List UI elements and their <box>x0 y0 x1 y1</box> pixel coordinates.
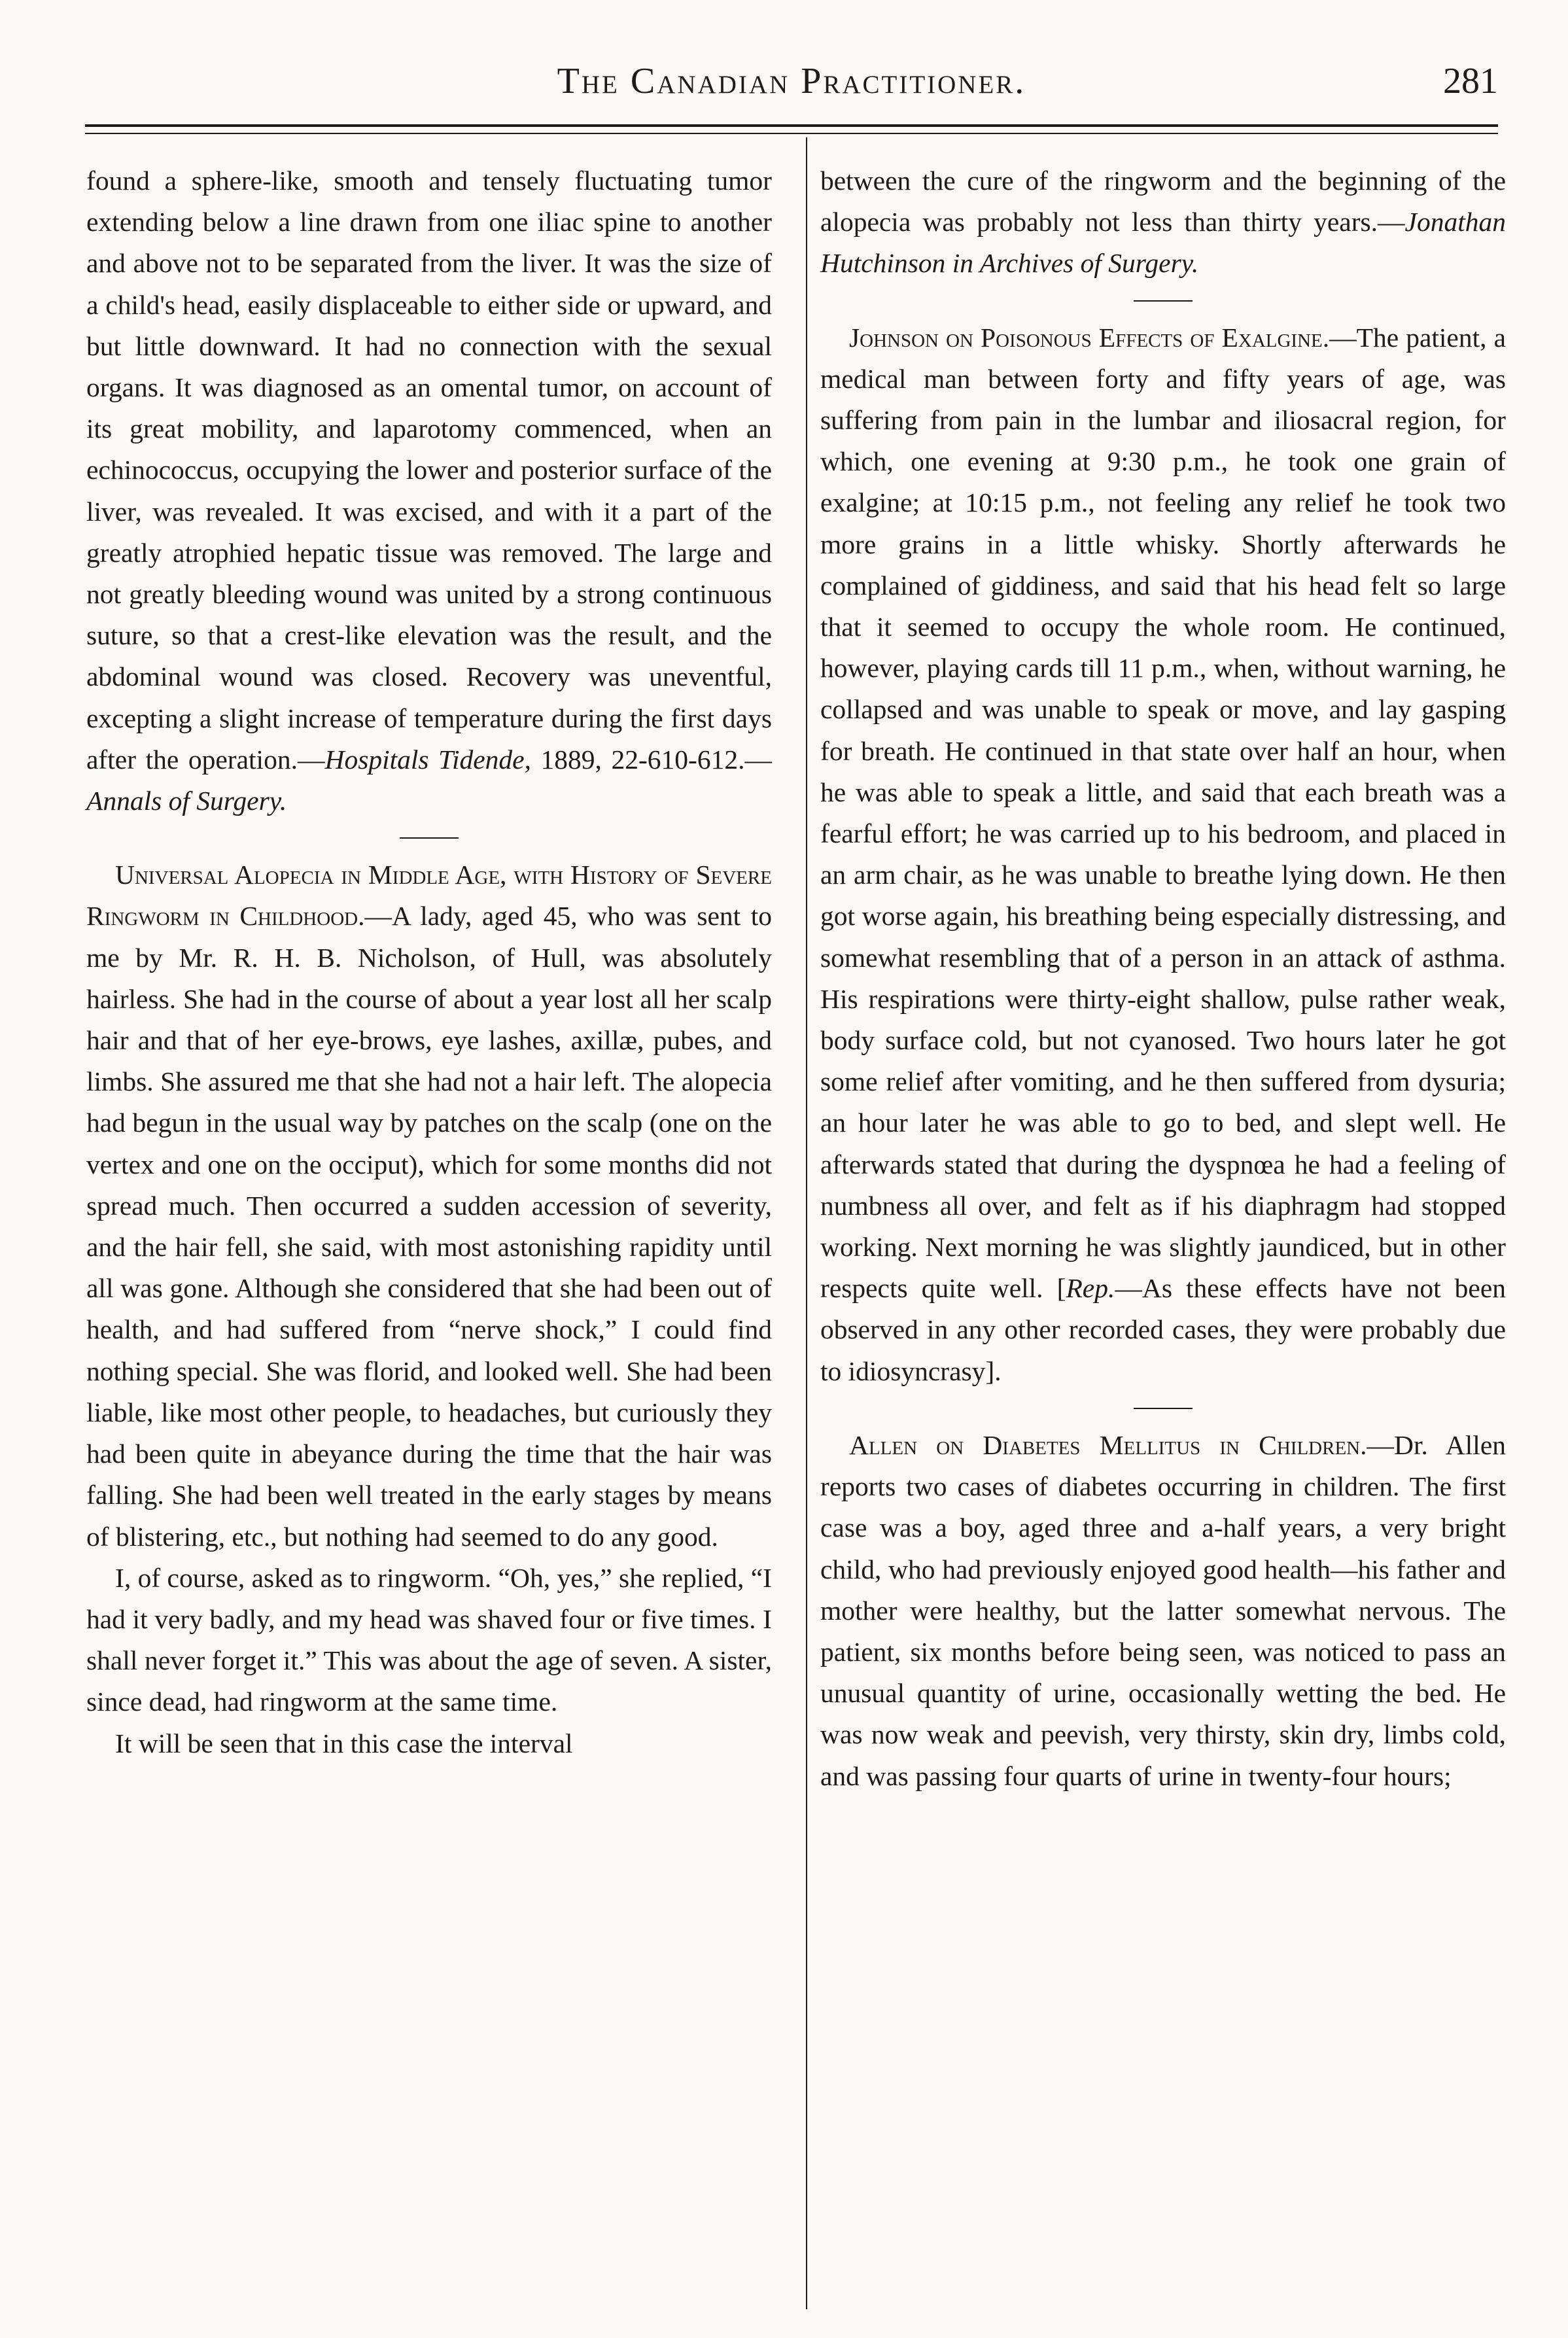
article-exalgine <box>820 317 1506 1392</box>
paragraph-text: found a sphere-like, smooth and tensely fluctuating tumor extending below a line drawn from one iliac spine to another and above not to be separated from the liver. It was the size of a child's head, easily displaceable to either side or upward, and but little downward. It had no connection with the sexual organs. It was diagnosed as an omental tumor, on account of its great mobility, and laparotomy commenced, when an echinococcus, occupying the lower and posterior surface of the liver, was revealed. It was excised, and with it a part of the greatly atrophied hepatic tissue was removed. The large and not greatly bleeding wound was united by a strong continuous suture, so that a crest-like elevation was the result, and the abdominal wound was closed. Recovery was uneventful, excepting a slight increase of temperature during the first days after the operation. <box>86 166 772 775</box>
running-title: The Canadian Practitioner. <box>557 61 1026 101</box>
article-heading: Allen on Diabetes Mellitus in Children. <box>849 1429 1367 1460</box>
header-rule-thick <box>85 124 1498 127</box>
left-column <box>86 160 772 1764</box>
article-alopecia <box>86 854 772 1557</box>
article-diabetes <box>820 1425 1506 1797</box>
citation-source: Jonathan Hutchinson in Archives of Surgery. <box>820 207 1506 279</box>
article-heading: Johnson on Poisonous Effects of Exalgine. <box>849 322 1330 353</box>
article-text: —The patient, a medical man between forty and fifty years of age, was suffering from pain in the lumbar and iliosacral region, for which, one evening at 9:30 p.m., he took one grain of exalgine; at 10:15 p.m., not feeling any relief he took two more grains in a little whisky. Shortly afterwards he complained of giddiness, and said that his head felt so large that it seemed to occupy the whole room. He continued, however, playing cards till 11 p.m., when, without warning, he collapsed and was unable to speak or move, and lay gasping for breath. He continued in that state over half an hour, when he was able to speak a little, and said that each breath was a fearful effort; he was carried up to his bedroom, and placed in an arm chair, as he was unable to breathe lying down. He then got worse again, his breathing being especially distressing, and somewhat resembling that of a person in an attack of asthma. His respirations were thirty-eight shallow, pulse rather weak, body surface cold, but not cyanosed. Two hours later he got some relief after vomiting, and he then suffered from dysuria; an hour later he was able to go to bed, and slept well. He afterwards stated that during the dyspnœa he had a feeling of numbness all over, and felt as if his diaphragm had stopped working. Next morning he was slightly jaundiced, but in other respects quite well. <box>820 322 1506 1304</box>
paragraph-continuation <box>820 160 1506 285</box>
rep-label: Rep. <box>1066 1273 1115 1304</box>
paragraph-ringworm: I, of course, asked as to ringworm. “Oh, yes,” she replied, “I had it very badly, and my head was shaved four or five times. I shall never forget it.” This was about the age of seven. A sister, since dead, had ringworm at the same time. <box>86 1562 772 1717</box>
article-heading: Universal Alopecia in Middle Age, with History of Severe Ringworm in Childhood. <box>86 860 772 932</box>
paragraph-interval: It will be seen that in this case the interval <box>115 1728 573 1758</box>
page-header <box>85 60 1498 113</box>
page-number: 281 <box>1443 61 1498 101</box>
article-text: —A lady, aged 45, who was sent to me by Mr. R. H. B. Nicholson, of Hull, was absolutely hairless. She had in the course of about a year lost all her scalp hair and that of her eye-brows, eye lashes, axillæ, pubes, and limbs. She assured me that she had not a hair left. The alopecia had begun in the usual way by patches on the scalp (one on the vertex and one on the occiput), which for some months did not spread much. Then occurred a sudden accession of severity, and the hair fell, she said, with most astonishing rapidity until all was gone. Although she considered that she had been out of health, and had suffered from “nerve shock,” I could find nothing special. She was florid, and looked well. She had been liable, like most other people, to headaches, but curiously they had been quite in abeyance during the time that the hair was falling. She had been well treated in the early stages by means of blistering, etc., but nothing had seemed to do any good. <box>86 901 772 1552</box>
right-column <box>820 160 1506 1797</box>
dash: — <box>1378 207 1405 237</box>
article-text: —Dr. Allen reports two cases of diabetes occurring in children. The first case was a boy, aged three and a-half years, a very bright child, who had previously enjoyed good health—his father and mother were healthy, but the latter somewhat nervous. The patient, six months before being seen, was noticed to pass an unusual quantity of urine, occasionally wetting the bed. He was now weak and peevish, very thirsty, skin dry, limbs cold, and was passing four quarts of urine in twenty-four hours; <box>820 1429 1506 1791</box>
rep-text: —As these effects have not been observed in any other recorded cases, they were probably due to idiosyncrasy]. <box>820 1273 1506 1386</box>
citation-detail: 1889, 22-610-612. <box>531 744 745 775</box>
section-separator <box>1134 1408 1193 1409</box>
dash: — <box>297 744 325 775</box>
section-separator <box>1134 300 1193 302</box>
citation-journal: Hospitals Tidende, <box>324 744 531 775</box>
bracket: [ <box>1043 1273 1066 1304</box>
paragraph-text: between the cure of the ringworm and the beginning of the alopecia was probably not less than thirty years. <box>820 166 1506 237</box>
section-separator <box>400 837 459 839</box>
paragraph-echinococcus <box>86 160 772 822</box>
citation-source: Annals of Surgery. <box>86 786 287 816</box>
column-divider <box>806 137 807 2309</box>
dash: — <box>744 744 772 775</box>
header-rule-thin <box>85 133 1498 134</box>
